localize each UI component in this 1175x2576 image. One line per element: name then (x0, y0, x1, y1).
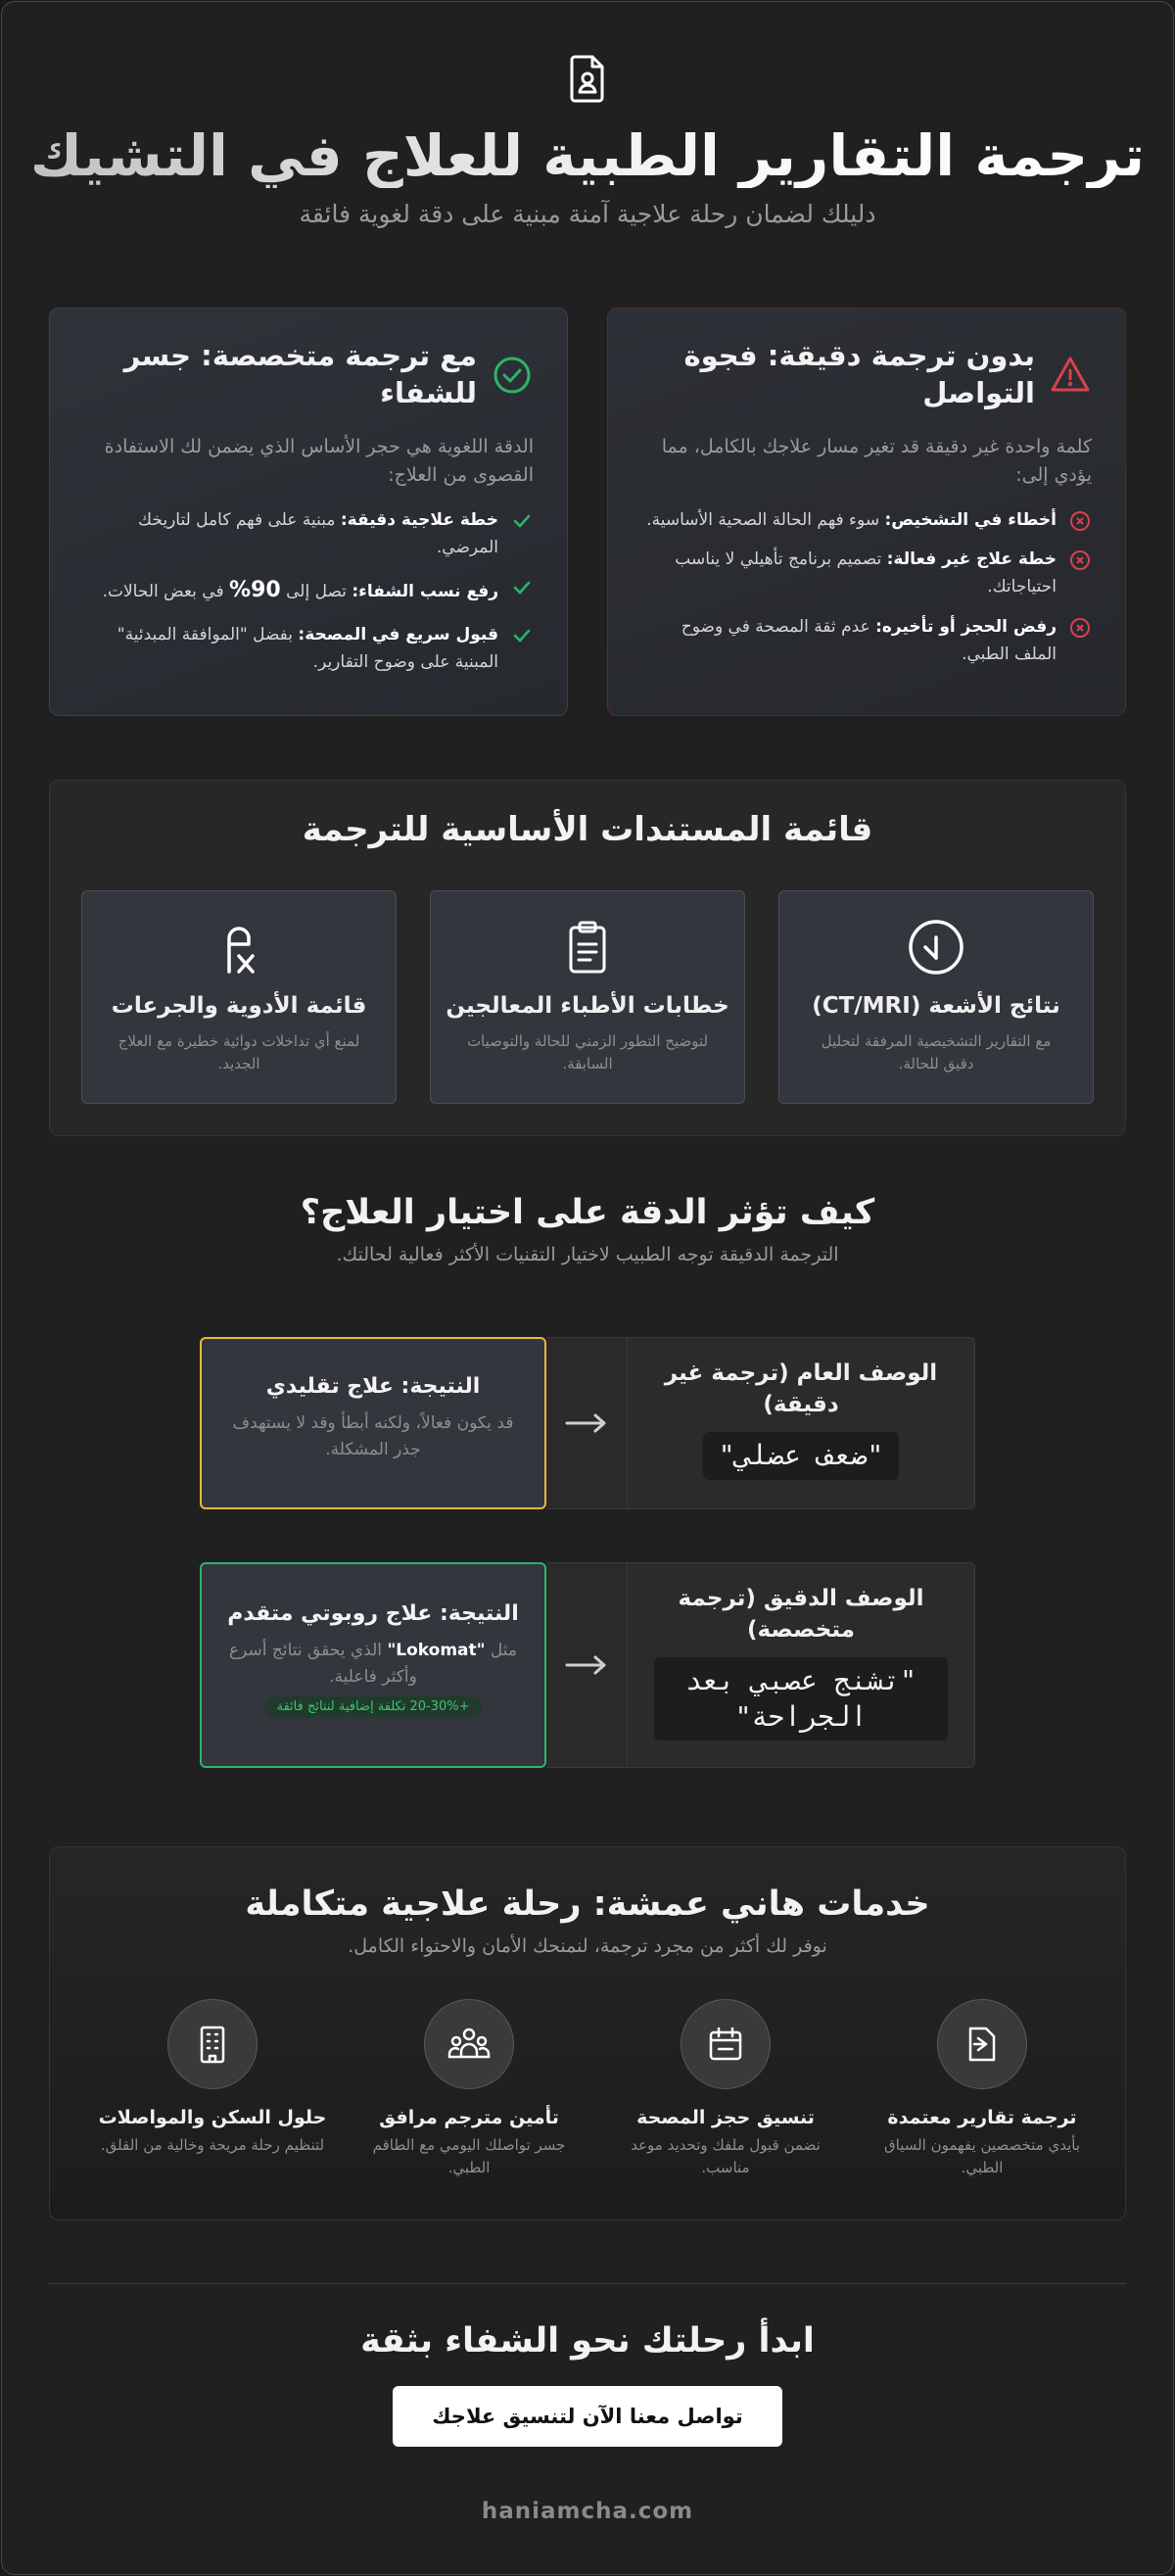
item-strong: خطة علاجية دقيقة: (340, 510, 498, 531)
item-highlight: 90% (229, 578, 281, 603)
services-title: خدمات هاني عمشة: رحلة علاجية متكاملة (245, 1884, 930, 1924)
description-title: الوصف الدقيق (ترجمة متخصصة) (678, 1586, 924, 1644)
item-text: في بعض الحالات. (102, 582, 230, 602)
description-quote: "ضعف عضلي" (703, 1432, 900, 1479)
page-subtitle: دليلك لضمان رحلة علاجية آمنة مبنية على دقة لغوية فائقة (299, 199, 876, 228)
item-text: سوء فهم الحالة الصحية الأساسية. (646, 510, 885, 531)
with-title: مع ترجمة متخصصة: جسر للشفاء (123, 339, 477, 409)
check-icon (510, 624, 534, 647)
item-strong: رفض الحجز أو تأخيره: (875, 616, 1057, 637)
result-text (225, 1638, 521, 1691)
warning-icon (1049, 354, 1092, 397)
comparison-row-accurate (200, 1562, 975, 1768)
result-text: قد يكون فعالاً، ولكنه أبطأ وقد لا يستهدف جذر المشكلة. (232, 1413, 514, 1460)
doc-desc: مع التقارير التشخيصية المرفقة لتحليل دقيق للحالة. (821, 1032, 1052, 1073)
description-panel (627, 1562, 975, 1768)
result-pre: مثل (485, 1641, 518, 1660)
doc-card-medications (81, 890, 397, 1104)
service-desc: بأيدي متخصصين يفهمون السياق الطبي. (883, 2136, 1080, 2177)
footer-site: haniamcha.com (481, 2499, 694, 2524)
without-list (637, 506, 1092, 667)
description-quote: "تشنج عصبي بعد الجراحة" (654, 1657, 948, 1741)
doc-desc: لتوضيح التطور الزمني للحالة والتوصيات السابقة. (466, 1032, 709, 1073)
item-strong: خطة علاج غير فعالة: (886, 549, 1057, 570)
services-section (49, 1846, 1126, 2220)
list-item (79, 621, 534, 676)
check-circle-icon (491, 354, 534, 397)
scan-clock-icon (906, 917, 966, 978)
result-strong: "Lokomat" (387, 1641, 486, 1660)
item-text: عدم ثقة المصحة في وضوح الملف الطبي. (681, 616, 1057, 664)
arrow-left-icon (546, 1337, 627, 1509)
check-icon (510, 576, 534, 599)
calendar-icon (681, 1999, 771, 2089)
service-title: تنسيق حجز المصحة (636, 2107, 815, 2128)
doc-title: قائمة الأدوية والجرعات (111, 993, 367, 1019)
documents-title: قائمة المستندات الأساسية للترجمة (302, 810, 873, 849)
services-subtitle: نوفر لك أكثر من مجرد ترجمة، لنمنحك الأمان والاحتواء الكامل. (348, 1935, 827, 1957)
cta-section (0, 2321, 1175, 2447)
page-title: ترجمة التقارير الطبية للعلاج في التشيك (0, 125, 1175, 188)
accuracy-header (0, 1193, 1175, 1265)
item-strong: قبول سريع في المصحة: (298, 624, 498, 644)
cta-title: ابدأ رحلتك نحو الشفاء بثقة (360, 2321, 815, 2361)
service-item (865, 1999, 1100, 2180)
list-item (79, 573, 534, 608)
without-lead: كلمة واحدة غير دقيقة قد تغير مسار علاجك بالكامل، مما يؤدي إلى: (661, 436, 1092, 486)
service-item (95, 1999, 330, 2157)
x-circle-icon (1068, 616, 1092, 640)
result-title: النتيجة: علاج تقليدي (265, 1374, 481, 1399)
doc-card-radiology (778, 890, 1094, 1104)
description-panel (627, 1337, 975, 1509)
x-circle-icon (1068, 549, 1092, 572)
service-item (352, 1999, 587, 2180)
documents-section (49, 780, 1126, 1136)
result-post: الذي يحقق نتائج أسرع وأكثر فاعلية. (228, 1641, 417, 1688)
with-list (79, 506, 534, 675)
people-icon (424, 1999, 514, 2089)
item-text: بفضل "الموافقة المبدئية" المبنية على وضوح التقارير. (117, 624, 498, 672)
service-title: حلول السكن والمواصلات (98, 2107, 327, 2128)
accuracy-title: كيف تؤثر الدقة على اختيار العلاج؟ (300, 1193, 875, 1232)
item-text: تصل إلى (280, 582, 352, 602)
hero (0, 51, 1175, 228)
translate-document-icon (937, 1999, 1027, 2089)
list-item (79, 506, 534, 561)
building-icon (167, 1999, 258, 2089)
item-strong: أخطاء في التشخيص: (884, 510, 1057, 531)
contact-button[interactable]: تواصل معنا الآن لتنسيق علاجك (393, 2386, 782, 2447)
doc-card-letters (430, 890, 745, 1104)
without-title: بدون ترجمة دقيقة: فجوة التواصل (683, 339, 1035, 409)
document-user-icon (560, 51, 615, 106)
without-translation-card (607, 308, 1126, 716)
doc-title: نتائج الأشعة (CT/MRI) (812, 993, 1060, 1019)
item-strong: رفع نسب الشفاء: (352, 582, 498, 602)
result-title: النتيجة: علاج روبوتي متقدم (227, 1601, 519, 1626)
service-title: ترجمة تقارير معتمدة (887, 2107, 1077, 2128)
item-text: تصميم برنامج تأهيلي لا يناسب احتياجاتك. (675, 549, 1057, 597)
service-item (608, 1999, 843, 2180)
comparison-row-inaccurate (200, 1337, 975, 1509)
clipboard-icon (557, 917, 618, 978)
service-desc: جسر تواصلك اليومي مع الطاقم الطبي. (372, 2136, 566, 2177)
arrow-left-icon (546, 1562, 627, 1768)
accuracy-subtitle: الترجمة الدقيقة توجه الطبيب لاختيار التقنيات الأكثر فعالية لحالتك. (336, 1244, 839, 1265)
service-title: تأمين مترجم مرافق (379, 2107, 559, 2128)
with-lead: الدقة اللغوية هي حجر الأساس الذي يضمن لك الاستفادة القصوى من العلاج: (104, 436, 534, 486)
doc-title: خطابات الأطباء المعالجين (446, 993, 729, 1019)
x-circle-icon (1068, 509, 1092, 533)
result-panel (200, 1562, 546, 1768)
divider (49, 2283, 1126, 2284)
cost-badge: +20-30% تكلفة إضافية لنتائج فائقة (264, 1696, 481, 1717)
pill-icon (209, 917, 269, 978)
service-desc: نضمن قبول ملفك وتحديد موعد مناسب. (631, 2136, 821, 2177)
with-translation-card (49, 308, 568, 716)
description-title: الوصف العام (ترجمة غير دقيقة) (664, 1360, 938, 1418)
result-panel (200, 1337, 546, 1509)
item-text: مبنية على فهم كامل لتاريخك المرضي. (138, 510, 498, 558)
list-item (637, 546, 1092, 600)
list-item (637, 506, 1092, 534)
check-icon (510, 509, 534, 533)
list-item (637, 613, 1092, 668)
service-desc: لتنظيم رحلة مريحة وخالية من القلق. (100, 2136, 325, 2154)
doc-desc: لمنع أي تداخلات دوائية خطيرة مع العلاج الجديد. (118, 1032, 360, 1073)
